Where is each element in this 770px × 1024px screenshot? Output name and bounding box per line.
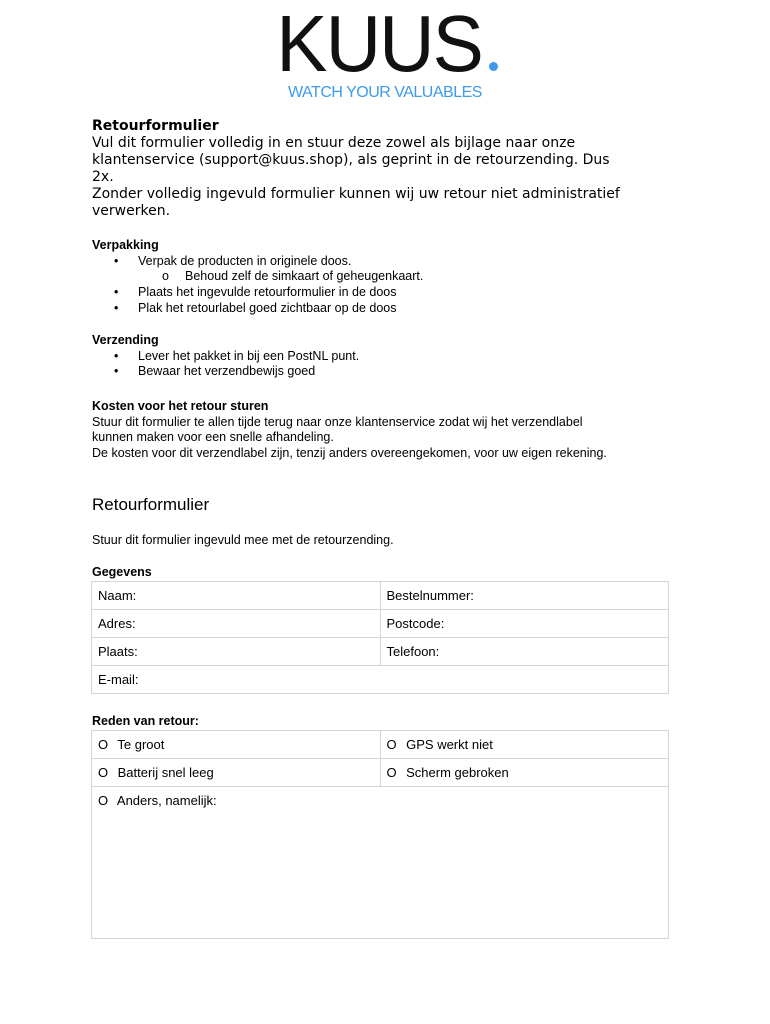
radio-circle-icon[interactable]: O — [98, 793, 109, 808]
table-row — [92, 638, 669, 666]
reason-batterij[interactable] — [92, 759, 381, 787]
table-row — [92, 759, 669, 787]
intro-line: klantenservice (support@kuus.shop), als geprint in de retourzending. Dus — [92, 152, 610, 168]
kosten-line: Stuur dit formulier te allen tijde terug naar onze klantenservice zodat wij het verzendlabel — [92, 414, 583, 429]
email-label: E-mail: — [98, 672, 139, 687]
radio-circle-icon[interactable]: O — [98, 737, 109, 752]
reason-label: GPS werkt niet — [406, 737, 493, 752]
list-item: • Plak het retourlabel goed zichtbaar op de doos — [92, 301, 692, 317]
email-field[interactable] — [92, 666, 669, 694]
reason-label: Scherm gebroken — [406, 765, 509, 780]
reason-scherm[interactable] — [380, 759, 669, 787]
verzending-title: Verzending — [92, 333, 159, 347]
gegevens-label: Gegevens — [92, 565, 152, 579]
form-instruction: Stuur dit formulier ingevuld mee met de retourzending. — [92, 533, 394, 547]
intro-line: Zonder volledig ingevuld formulier kunnen wij uw retour niet administratief — [92, 186, 620, 202]
verzending-section — [92, 333, 692, 380]
reason-anders[interactable] — [92, 787, 669, 939]
reason-label: Te groot — [117, 737, 165, 752]
logo — [0, 0, 770, 88]
telefoon-field[interactable] — [380, 638, 669, 666]
radio-circle-icon[interactable]: O — [386, 737, 397, 752]
reden-table — [91, 730, 669, 939]
verpakking-list — [92, 254, 692, 317]
reason-label: Batterij snel leeg — [117, 765, 214, 780]
verpakking-section — [92, 238, 692, 317]
reason-label: Anders, namelijk: — [116, 793, 217, 808]
table-row — [92, 610, 669, 638]
intro-title: Retourformulier — [92, 118, 219, 134]
kosten-line: De kosten voor dit verzendlabel zijn, tenzij anders overeengekomen, voor uw eigen rekening. — [92, 446, 607, 461]
logo-wordmark: KUUS — [276, 0, 483, 88]
radio-circle-icon[interactable]: O — [98, 765, 109, 780]
list-item: • Lever het pakket in bij een PostNL punt. — [92, 349, 692, 365]
radio-circle-icon[interactable]: O — [386, 765, 397, 780]
postcode-label: Postcode: — [386, 616, 445, 631]
list-item: • Verpak de producten in originele doos. — [92, 254, 692, 270]
table-row — [92, 787, 669, 939]
kosten-section — [92, 399, 692, 462]
postcode-field[interactable] — [380, 610, 669, 638]
intro-line: verwerken. — [92, 203, 171, 219]
kosten-line: kunnen maken voor een snelle afhandeling. — [92, 430, 334, 445]
logo-dot — [489, 62, 498, 71]
list-item: • Bewaar het verzendbewijs goed — [92, 364, 692, 380]
naam-field[interactable] — [92, 582, 381, 610]
table-row — [92, 582, 669, 610]
reden-label: Reden van retour: — [92, 714, 199, 728]
reason-gps[interactable] — [380, 731, 669, 759]
list-item: • Plaats het ingevulde retourformulier in de doos — [92, 285, 692, 301]
verpakking-title: Verpakking — [92, 238, 159, 252]
intro-section — [92, 118, 692, 220]
adres-label: Adres: — [98, 616, 136, 631]
plaats-field[interactable] — [92, 638, 381, 666]
verzending-list — [92, 349, 692, 380]
list-subitem: o Behoud zelf de simkaart of geheugenkaart. — [92, 269, 692, 285]
table-row — [92, 666, 669, 694]
adres-field[interactable] — [92, 610, 381, 638]
intro-line: Vul dit formulier volledig in en stuur deze zowel als bijlage naar onze — [92, 135, 576, 151]
bestelnummer-field[interactable] — [380, 582, 669, 610]
bestelnummer-label: Bestelnummer: — [386, 588, 474, 603]
reason-te-groot[interactable] — [92, 731, 381, 759]
gegevens-table — [91, 581, 669, 694]
form-heading: Retourformulier — [92, 495, 210, 514]
kosten-title: Kosten voor het retour sturen — [92, 399, 269, 413]
table-row — [92, 731, 669, 759]
logo-tagline: WATCH YOUR VALUABLES — [288, 84, 482, 101]
plaats-label: Plaats: — [98, 644, 138, 659]
telefoon-label: Telefoon: — [386, 644, 440, 659]
intro-line: 2x. — [92, 169, 114, 185]
naam-label: Naam: — [98, 588, 137, 603]
